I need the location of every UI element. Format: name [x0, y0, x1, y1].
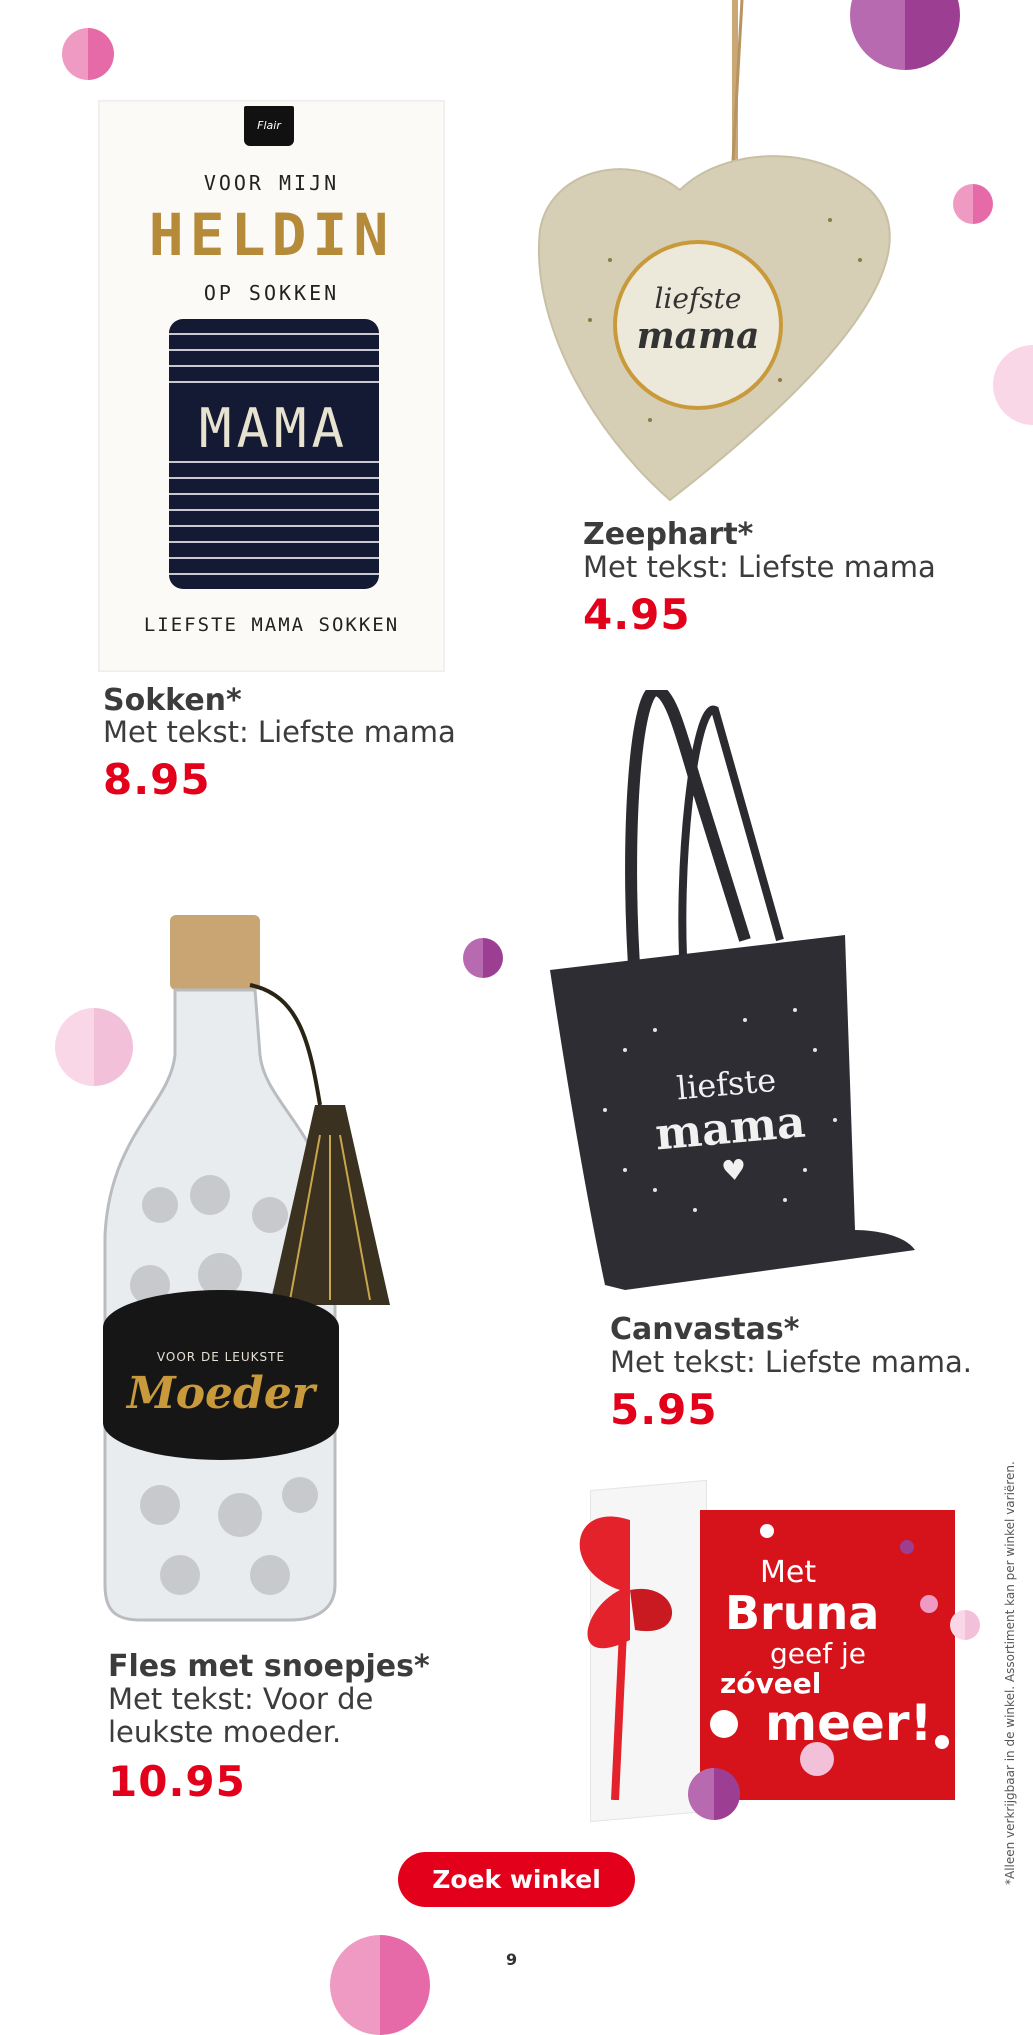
decor-dot	[993, 345, 1033, 425]
heart-icon: ♥	[719, 1152, 748, 1188]
product-price: 4.95	[583, 590, 691, 639]
badge-line3: geef je	[770, 1637, 866, 1670]
tote-label	[600, 1054, 860, 1197]
bottle-image	[100, 905, 440, 1625]
badge-line2: Bruna	[725, 1586, 880, 1640]
decor-dot	[688, 1768, 740, 1820]
socks-pack-hero: HELDIN	[148, 201, 395, 269]
product-title: Sokken*	[103, 683, 242, 718]
heart-label-line1: liefste	[654, 282, 742, 315]
ribbon-bow	[560, 1500, 720, 1800]
bottle-label-line2: Moeder	[127, 1368, 315, 1419]
heart-label-line2: mama	[636, 315, 760, 357]
badge-line4: zóveel	[720, 1667, 822, 1700]
decor-dot	[463, 938, 503, 978]
product-title: Fles met snoepjes*	[108, 1649, 430, 1684]
disclaimer: *Alleen verkrijgbaar in de winkel. Assortiment kan per winkel variëren.	[1003, 1461, 1017, 1885]
tote-label-line2: mama	[653, 1096, 808, 1161]
sock-illustration	[169, 319, 379, 589]
socks-pack-line1: VOOR MIJN	[203, 171, 340, 195]
find-store-button[interactable]: Zoek winkel	[398, 1852, 635, 1907]
decor-dot	[62, 28, 114, 80]
decor-dot	[953, 184, 993, 224]
bottle-label-line1: VOOR DE LEUKSTE	[156, 1350, 286, 1364]
bruna-badge	[700, 1510, 955, 1800]
brand-logo: Flair	[244, 106, 294, 146]
page-number: 9	[506, 1950, 518, 1969]
socks-product-image	[98, 100, 445, 672]
cork	[170, 915, 260, 990]
heart-label	[613, 240, 783, 410]
socks-pack-bottom: LIEFSTE MAMA SOKKEN	[143, 614, 400, 636]
bottle-label	[103, 1290, 339, 1460]
sock-word: MAMA	[169, 397, 379, 460]
product-description: Met tekst: Voor de	[108, 1682, 374, 1716]
product-description: Met tekst: Liefste mama.	[610, 1345, 972, 1379]
decor-dot	[330, 1935, 430, 2035]
badge-line5: meer!	[765, 1694, 933, 1752]
product-description: leukste moeder.	[108, 1715, 342, 1749]
product-title: Zeephart*	[583, 517, 754, 552]
product-description: Met tekst: Liefste mama	[583, 550, 936, 584]
product-price: 10.95	[108, 1757, 246, 1806]
product-title: Canvastas*	[610, 1312, 800, 1347]
product-price: 8.95	[103, 755, 211, 804]
socks-pack-line2: OP SOKKEN	[203, 281, 340, 305]
badge-line1: Met	[760, 1555, 817, 1590]
tote-label-line1: liefste	[675, 1060, 778, 1108]
product-description: Met tekst: Liefste mama	[103, 715, 456, 749]
decor-dot	[950, 1610, 980, 1640]
product-price: 5.95	[610, 1385, 718, 1434]
tote-bag-image	[545, 690, 925, 1290]
